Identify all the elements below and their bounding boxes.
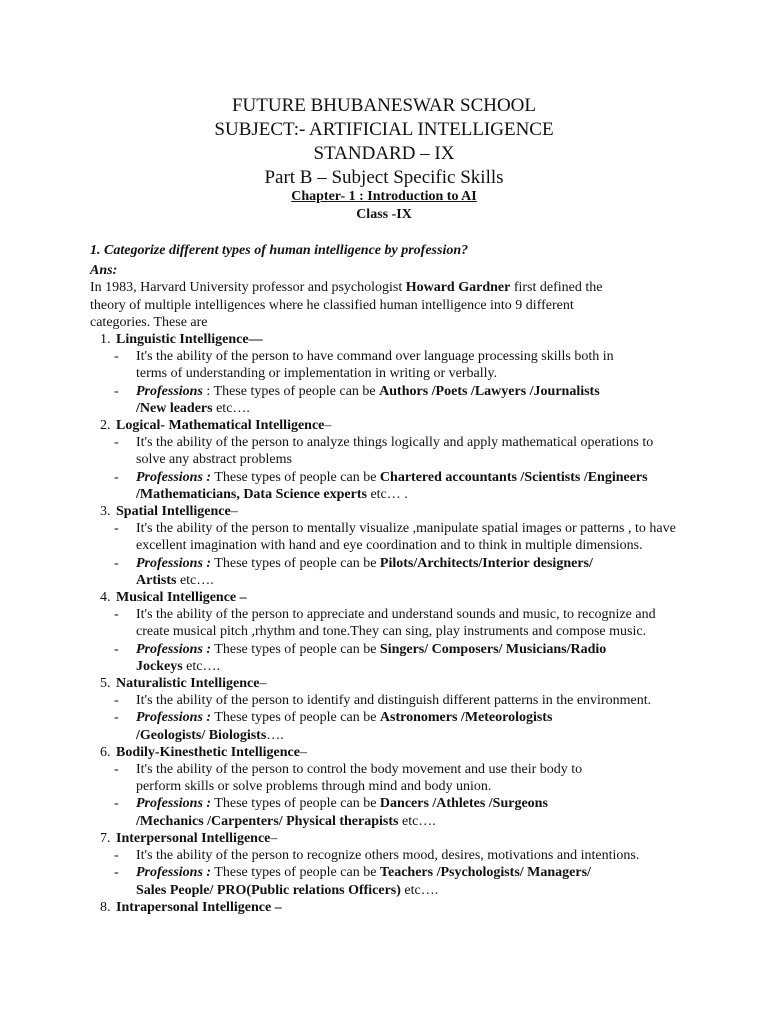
description-bullet: - It's the ability of the person to appreciate and understand sounds and music, to recognize and create musical pitch ,rhythm and tone.They can sing, play instruments and compose music. — [114, 607, 656, 640]
professions-bullet: - Professions : These types of people can be Dancers /Athletes /Surgeons /Mechanics /Carpenters/ Physical therapists etc…. — [114, 796, 548, 829]
class-label: Class -IX — [356, 207, 412, 222]
item-title: Linguistic Intelligence— — [116, 332, 263, 347]
item-title: Naturalistic Intelligence — [116, 676, 260, 692]
chapter-title: Chapter- 1 : Introduction to AI — [291, 189, 477, 204]
description-bullet: - It's the ability of the person to control the body movement and use their body to perform skills or solve problems through mind and body union. — [114, 762, 583, 795]
list-item: 3. Spatial Intelligence– - It's the ability of the person to mentally visualize ,manipulate spatial images or patterns , to have excellent imagination with hand and eye coordination and to think in multiple dimensions. - Professions : These types of people can be Pilots/Architects/Interior designers/ Artists etc…. — [0, 503, 768, 589]
description-bullet: - It's the ability of the person to analyze things logically and apply mathematical operations to solve any abstract problems — [114, 435, 654, 468]
description-bullet: - It's the ability of the person to recognize others mood, desires, motivations and intentions. — [114, 848, 640, 864]
professions-bullet: - Professions : These types of people can be Pilots/Architects/Interior designers/ Artists etc…. — [114, 555, 593, 588]
professions-bullet: - Professions : These types of people can be Singers/ Composers/ Musicians/Radio Jockeys etc…. — [114, 641, 607, 674]
item-title: Interpersonal Intelligence — [116, 830, 271, 846]
description-bullet: - It's the ability of the person to have command over language processing skills both in terms of understanding or implementation in writing or verbally. — [114, 349, 614, 382]
item-title: Musical Intelligence – — [116, 590, 247, 606]
professions-bullet: - Professions : These types of people can be Astronomers /Meteorologists /Geologists/ Biologists…. — [114, 710, 553, 743]
list-item: 4. Musical Intelligence – - It's the ability of the person to appreciate and understand sounds and music, to recognize and create musical pitch ,rhythm and tone.They can sing, play instruments and compose music. - Professions : These types of people can be Singers/ Composers/ Musicians/Radio Jockeys etc…. — [0, 589, 768, 675]
list-item: 1. Linguistic Intelligence— - It's the ability of the person to have command over language processing skills both in terms of understanding or implementation in writing or verbally. - Professions : These types of people can be Authors /Poets /Lawyers /Journalists /New leaders etc…. — [0, 331, 768, 417]
part-title: Part B – Subject Specific Skills — [264, 167, 504, 188]
intelligence-list — [0, 331, 768, 916]
description-bullet: - It's the ability of the person to mentally visualize ,manipulate spatial images or patterns , to have excellent imagination with hand and eye coordination and to think in multiple dimensions. — [114, 521, 676, 554]
standard-title: STANDARD – IX — [313, 143, 455, 164]
school-name: FUTURE BHUBANESWAR SCHOOL — [231, 95, 537, 116]
item-title: Intrapersonal Intelligence – — [116, 899, 282, 915]
question-text: 1. Categorize different types of human intelligence by profession? — [90, 243, 469, 258]
list-item: 2. Logical- Mathematical Intelligence– - It's the ability of the person to analyze things logically and apply mathematical operations to solve any abstract problems - Professions : These types of people can be Chartered accountants /Scientists /Engineers /Mathematicians, Data Science experts etc… . — [0, 417, 768, 503]
description-bullet: - It's the ability of the person to identify and distinguish different patterns in the environment. — [114, 693, 652, 709]
list-item: 7. Interpersonal Intelligence– - It's the ability of the person to recognize others mood, desires, motivations and intentions. - Professions : These types of people can be Teachers /Psychologists/ Managers/ Sales People/ PRO(Public relations Officers) etc…. — [0, 830, 768, 899]
answer-label: Ans: — [90, 263, 118, 278]
item-title: Spatial Intelligence — [116, 504, 231, 520]
list-item: 5. Naturalistic Intelligence– - It's the ability of the person to identify and distinguish different patterns in the environment. - Professions : These types of people can be Astronomers /Meteorologists /Geologists/ Biologists…. — [0, 675, 768, 744]
gardner-name: Howard Gardner — [405, 280, 511, 295]
subject-title: SUBJECT:- ARTIFICIAL INTELLIGENCE — [214, 119, 554, 140]
professions-bullet: - Professions : These types of people can be Teachers /Psychologists/ Managers/ Sales People/ PRO(Public relations Officers) etc…. — [114, 865, 591, 898]
list-item: 8. Intrapersonal Intelligence – — [100, 899, 282, 915]
professions-bullet: - Professions : These types of people can be Authors /Poets /Lawyers /Journalists /New leaders etc…. — [114, 383, 600, 416]
list-item: 6. Bodily-Kinesthetic Intelligence– - It's the ability of the person to control the body movement and use their body to perform skills or solve problems through mind and body union. - Professions : These types of people can be Dancers /Athletes /Surgeons /Mechanics /Carpenters/ Physical therapists etc…. — [0, 744, 768, 830]
professions-bullet: - Professions : These types of people can be Chartered accountants /Scientists /Engineers /Mathematicians, Data Science experts etc… . — [114, 469, 648, 502]
item-title: Logical- Mathematical Intelligence — [116, 418, 325, 434]
item-title: Bodily-Kinesthetic Intelligence — [116, 744, 300, 760]
answer-intro: In 1983, Harvard University professor and psychologist Howard Gardner first defined the theory of multiple intelligences where he classified human intelligence into 9 different categories. These are — [90, 280, 603, 330]
